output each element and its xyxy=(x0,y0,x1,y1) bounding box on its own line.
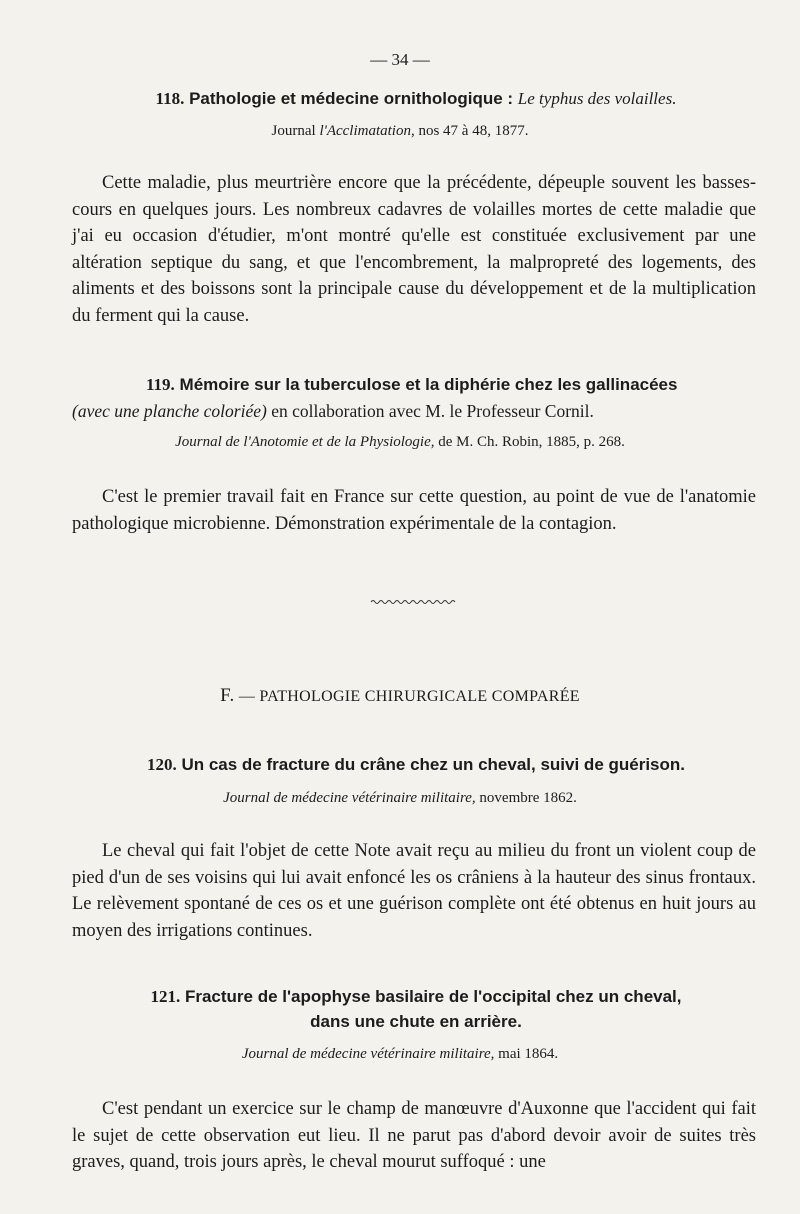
section-f-heading: F. — PATHOLOGIE CHIRURGICALE COMPARÉE xyxy=(220,685,580,706)
entry-118-text: Cette maladie, plus meurtrière encore que la précédente, dépeuple souvent les basses-cours en quelques jours. Les nombreux cadavres de volailles mortes de cette maladie que j'ai eu occasion d'étudier, m'ont montré qu'elle est constituée exclusivement par une altération septique du sang, et que l'encombrement, la malpropreté des logements, des aliments et des boissons sont la principale cause du développement et de la multiplication du ferment qui la cause. xyxy=(72,173,756,326)
entry-119-source: Journal de l'Anotomie et de la Physiologie, de M. Ch. Robin, 1885, p. 268. xyxy=(175,434,625,450)
entry-118-subtitle: Le typhus des volailles. xyxy=(517,89,677,108)
entry-119-text: C'est le premier travail fait en France sur cette question, au point de vue de l'anatomie pathologique microbienne. Démonstration expérimentale de la contagion. xyxy=(72,487,756,534)
entry-121-text: C'est pendant un exercice sur le champ de manœuvre d'Auxonne que l'accident qui fait le sujet de cette observation eut lieu. Il ne parut pas d'abord devoir avoir de suites très graves, quand, trois jours après, le cheval mourut suffoqué : une xyxy=(72,1099,756,1172)
entry-119-title: Mémoire sur la tuberculose et la diphérie chez les gallinacées xyxy=(179,375,678,394)
entry-119-heading xyxy=(146,374,760,396)
separator-ornament xyxy=(370,598,456,606)
entry-121-heading-line2 xyxy=(72,1011,760,1033)
entry-120-title: Un cas de fracture du crâne chez un cheval, suivi de guérison. xyxy=(181,755,686,774)
entry-119-number: 119. xyxy=(146,375,175,394)
entry-121-heading xyxy=(72,986,760,1008)
entry-119-subtitle: (avec une planche coloriée) en collaboration avec M. le Professeur Cornil. xyxy=(72,401,594,421)
entry-118-title: Pathologie et médecine ornithologique : xyxy=(189,89,514,108)
entry-120-text: Le cheval qui fait l'objet de cette Note avait reçu au milieu du front un violent coup de pied d'un de ses voisins qui lui avait enfoncé les os crâniens à la hauteur des sinus frontaux. Le relèvement spontané de ces os et une guérison complète ont été obtenus en huit jours au moyen des irrigations continues. xyxy=(72,841,756,941)
entry-120-source: Journal de médecine vétérinaire militaire, novembre 1862. xyxy=(223,790,577,806)
entry-121-source: Journal de médecine vétérinaire militaire, mai 1864. xyxy=(241,1046,559,1062)
entry-121-title-line1: Fracture de l'apophyse basilaire de l'occipital chez un cheval, xyxy=(184,987,682,1006)
entry-121-title-line2: dans une chute en arrière. xyxy=(310,1012,522,1031)
entry-120-number: 120. xyxy=(146,755,177,774)
entry-120-heading xyxy=(72,754,760,776)
entry-118-source: Journal l'Acclimatation, nos 47 à 48, 1877. xyxy=(271,123,529,139)
page-number: — 34 — xyxy=(370,50,430,69)
entry-121-number: 121. xyxy=(150,987,181,1006)
entry-118-heading xyxy=(72,88,760,110)
entry-118-number: 118. xyxy=(155,89,185,108)
